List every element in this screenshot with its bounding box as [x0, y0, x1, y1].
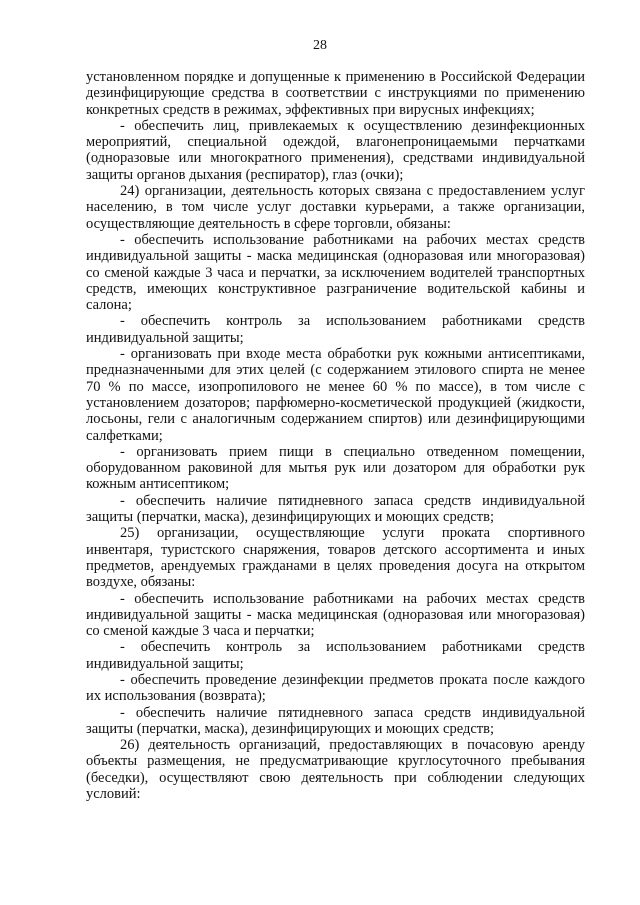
list-item-24-masks-gloves: - обеспечить использование работниками на рабочих местах средств индивидуальной защиты - маска медицинская (одноразовая или многоразовая) со сменой каждые 3 часа и перчатки, за исключением водителей транспортных средств, имеющих конструктивное разграничение водительской кабины и салона; [86, 231, 585, 314]
clause-26-heading: 26) деятельность организаций, предоставляющих в почасовую аренду объекты размещения, не предусматривающие круглосуточного пребывания (беседки), осуществляют свою деятельность при соблюдении следующих условий: [86, 737, 585, 803]
clause-25-heading: 25) организации, осуществляющие услуги проката спортивного инвентаря, туристского снаряжения, товаров детского ассортимента и иных предметов, арендуемых гражданами в целях проведения досуга на открытом воздухе, обязаны: [86, 525, 585, 591]
list-item-24-hand-antiseptics: - организовать при входе места обработки рук кожными антисептиками, предназначенными для этих целей (с содержанием этилового спирта не менее 70 % по массе, изопропилового не менее 60 % по массе), в том числе с установлением дозаторов; парфюмерно-косметической продукцией (жидкости, лосьоны, гели с аналогичным содержанием спиртов) или дезинфицирующими салфетками; [86, 346, 585, 444]
list-item-ppe-for-disinfection-staff: - обеспечить лиц, привлекаемых к осуществлению дезинфекционных мероприятий, специальной одеждой, влагонепроницаемыми перчатками (одноразовые или многократного применения), средствами индивидуальной защиты органов дыхания (респиратор), глаз (очки); [86, 117, 585, 183]
document-body [86, 69, 585, 802]
list-item-24-ppe-control: - обеспечить контроль за использованием работниками средств индивидуальной защиты; [86, 313, 585, 346]
list-item-25-ppe-control: - обеспечить контроль за использованием работниками средств индивидуальной защиты; [86, 639, 585, 672]
list-item-25-ppe-stock: - обеспечить наличие пятидневного запаса средств индивидуальной защиты (перчатки, маска), дезинфицирующих и моющих средств; [86, 704, 585, 737]
list-item-25-masks-gloves: - обеспечить использование работниками на рабочих местах средств индивидуальной защиты - маска медицинская (одноразовая или многоразовая) со сменой каждые 3 часа и перчатки; [86, 590, 585, 640]
list-item-24-ppe-stock: - обеспечить наличие пятидневного запаса средств индивидуальной защиты (перчатки, маска), дезинфицирующих и моющих средств; [86, 492, 585, 526]
clause-24-heading: 24) организации, деятельность которых связана с предоставлением услуг населению, в том числе услуг доставки курьерами, а также организации, осуществляющие деятельность в сфере торговли, обязаны: [86, 183, 585, 232]
list-item-24-meal-room: - организовать прием пищи в специально отведенном помещении, оборудованном раковиной для мытья рук или дозатором для обработки рук кожным антисептиком; [86, 443, 585, 493]
page-number: 28 [313, 38, 327, 53]
list-item-25-disinfection: - обеспечить проведение дезинфекции предметов проката после каждого их использования (возврата); [86, 671, 585, 705]
paragraph-continuation: установленном порядке и допущенные к применению в Российской Федерации дезинфицирующие средства в соответствии с инструкциями по применению конкретных средств в режимах, эффективных при вирусных инфекциях; [86, 69, 585, 118]
